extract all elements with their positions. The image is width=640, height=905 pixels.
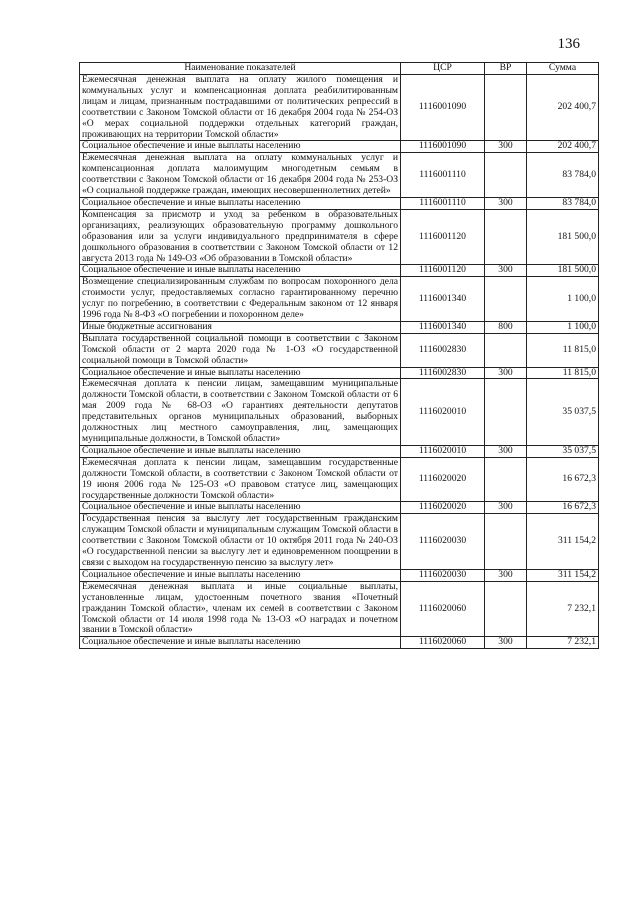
- table-row: [80, 581, 599, 637]
- row-csr: 1116020060: [401, 637, 485, 649]
- table-row: [80, 265, 599, 277]
- row-vr: 300: [485, 197, 527, 209]
- row-sum: 83 784,0: [527, 197, 599, 209]
- row-csr: 1116001340: [401, 277, 485, 322]
- table-row: [80, 75, 599, 141]
- row-sum: 202 400,7: [527, 141, 599, 153]
- row-csr: 1116001340: [401, 321, 485, 333]
- row-name: Социальное обеспечение и иные выплаты населению: [80, 569, 401, 581]
- row-vr: 300: [485, 502, 527, 514]
- table-row: [80, 333, 599, 367]
- row-name: Выплата государственной социальной помощи в соответствии с Законом Томской области от 2 марта 2020 года № 1-ОЗ «О государственной социальной помощи в Томской области»: [80, 333, 401, 367]
- row-name: Социальное обеспечение и иные выплаты населению: [80, 197, 401, 209]
- row-csr: 1116020020: [401, 502, 485, 514]
- table-row: [80, 209, 599, 265]
- row-sum: 181 500,0: [527, 265, 599, 277]
- row-name: Государственная пенсия за выслугу лет государственным гражданским служащим Томской области и муниципальным служащим Томской области в соответствии с Законом Томской области от 10 октября 2011 года № 240-ОЗ «О государственной пенсии за выслугу лет и единовременном поощрении в связи с выходом на государственную пенсию за выслугу лет»: [80, 514, 401, 570]
- table-row: [80, 457, 599, 502]
- row-name: Социальное обеспечение и иные выплаты населению: [80, 637, 401, 649]
- row-name: Ежемесячная денежная выплата и иные социальные выплаты, установленные лицам, удостоенным почетного звания «Почетный гражданин Томской области», членам их семей в соответствии с Законом Томской области от 14 июля 1998 года № 13-ОЗ «О наградах и почетном звании в Томской области»: [80, 581, 401, 637]
- row-name: Ежемесячная доплата к пенсии лицам, замещавшим государственные должности Томской области, в соответствии с Законом Томской области от 19 июня 2006 года № 125-ОЗ «О правовом статусе лиц, замещающих государственные должности Томской области»: [80, 457, 401, 502]
- row-vr: [485, 514, 527, 570]
- table-row: [80, 277, 599, 322]
- row-vr: [485, 457, 527, 502]
- budget-table: [79, 62, 599, 649]
- row-csr: 1116001110: [401, 197, 485, 209]
- table-row: [80, 379, 599, 445]
- row-sum: 311 154,2: [527, 569, 599, 581]
- table-row: [80, 445, 599, 457]
- row-name: Социальное обеспечение и иные выплаты населению: [80, 367, 401, 379]
- header-sum: Сумма: [527, 63, 599, 75]
- row-name: Социальное обеспечение и иные выплаты населению: [80, 502, 401, 514]
- row-csr: 1116002830: [401, 333, 485, 367]
- row-vr: [485, 333, 527, 367]
- row-sum: 16 672,3: [527, 502, 599, 514]
- row-csr: 1116002830: [401, 367, 485, 379]
- header-vr: ВР: [485, 63, 527, 75]
- row-vr: [485, 581, 527, 637]
- row-csr: 1116020020: [401, 457, 485, 502]
- row-name: Социальное обеспечение и иные выплаты населению: [80, 445, 401, 457]
- row-name: Ежемесячная доплата к пенсии лицам, замещавшим муниципальные должности Томской области, в соответствии с Законом Томской области от 6 мая 2009 года № 68-ОЗ «О гарантиях деятельности депутатов представительных органов муниципальных образований, выборных должностных лиц местного самоуправления, лиц, замещающих муниципальные должности, в Томской области»: [80, 379, 401, 445]
- table-row: [80, 141, 599, 153]
- table-row: [80, 367, 599, 379]
- row-csr: 1116001120: [401, 209, 485, 265]
- row-sum: 11 815,0: [527, 367, 599, 379]
- table-row: [80, 637, 599, 649]
- table-row: [80, 514, 599, 570]
- row-name: Ежемесячная денежная выплата на оплату жилого помещения и коммунальных услуг и компенсационная доплата реабилитированным лицам и лицам, признанным пострадавшими от политических репрессий в соответствии с Законом Томской области от 16 декабря 2004 года № 254-ОЗ «О мерах социальной поддержки отдельных категорий граждан, проживающих на территории Томской области»: [80, 75, 401, 141]
- row-vr: [485, 379, 527, 445]
- header-csr: ЦСР: [401, 63, 485, 75]
- page-number: 136: [557, 36, 580, 52]
- row-sum: 1 100,0: [527, 277, 599, 322]
- row-csr: 1116020010: [401, 379, 485, 445]
- row-name: Возмещение специализированным службам по вопросам похоронного дела стоимости услуг, предоставляемых согласно гарантированному перечню услуг по погребению, в соответствии с Федеральным законом от 12 января 1996 года № 8-ФЗ «О погребении и похоронном деле»: [80, 277, 401, 322]
- row-sum: 1 100,0: [527, 321, 599, 333]
- table-header-row: [80, 63, 599, 75]
- row-vr: 300: [485, 141, 527, 153]
- row-csr: 1116001090: [401, 141, 485, 153]
- row-sum: 7 232,1: [527, 581, 599, 637]
- row-csr: 1116001110: [401, 153, 485, 198]
- row-name: Компенсация за присмотр и уход за ребенком в образовательных организациях, реализующих образовательную программу дошкольного образования или за услуги индивидуального предпринимателя в сфере дошкольного образования в соответствии с Законом Томской области от 12 августа 2013 года № 149-ОЗ «Об образовании в Томской области»: [80, 209, 401, 265]
- header-name: Наименование показателей: [80, 63, 401, 75]
- row-sum: 35 037,5: [527, 379, 599, 445]
- row-sum: 16 672,3: [527, 457, 599, 502]
- row-csr: 1116001120: [401, 265, 485, 277]
- row-vr: [485, 75, 527, 141]
- row-csr: 1116020060: [401, 581, 485, 637]
- row-csr: 1116020010: [401, 445, 485, 457]
- row-name: Социальное обеспечение и иные выплаты населению: [80, 141, 401, 153]
- table-row: [80, 321, 599, 333]
- table-row: [80, 502, 599, 514]
- table-row: [80, 197, 599, 209]
- row-vr: 300: [485, 367, 527, 379]
- row-csr: 1116020030: [401, 514, 485, 570]
- row-name: Социальное обеспечение и иные выплаты населению: [80, 265, 401, 277]
- row-name: Иные бюджетные ассигнования: [80, 321, 401, 333]
- row-sum: 11 815,0: [527, 333, 599, 367]
- row-vr: 300: [485, 445, 527, 457]
- row-vr: 300: [485, 637, 527, 649]
- row-csr: 1116001090: [401, 75, 485, 141]
- row-vr: 300: [485, 569, 527, 581]
- table-row: [80, 569, 599, 581]
- row-vr: [485, 277, 527, 322]
- row-sum: 202 400,7: [527, 75, 599, 141]
- row-vr: [485, 153, 527, 198]
- row-sum: 181 500,0: [527, 209, 599, 265]
- row-csr: 1116020030: [401, 569, 485, 581]
- row-sum: 7 232,1: [527, 637, 599, 649]
- row-name: Ежемесячная денежная выплата на оплату коммунальных услуг и компенсационная доплата малоимущим многодетным семьям в соответствии с Законом Томской области от 16 декабря 2004 года № 253-ОЗ «О социальной поддержке граждан, имеющих несовершеннолетних детей»: [80, 153, 401, 198]
- row-vr: 300: [485, 265, 527, 277]
- row-vr: 800: [485, 321, 527, 333]
- row-sum: 83 784,0: [527, 153, 599, 198]
- table-row: [80, 153, 599, 198]
- row-vr: [485, 209, 527, 265]
- row-sum: 35 037,5: [527, 445, 599, 457]
- row-sum: 311 154,2: [527, 514, 599, 570]
